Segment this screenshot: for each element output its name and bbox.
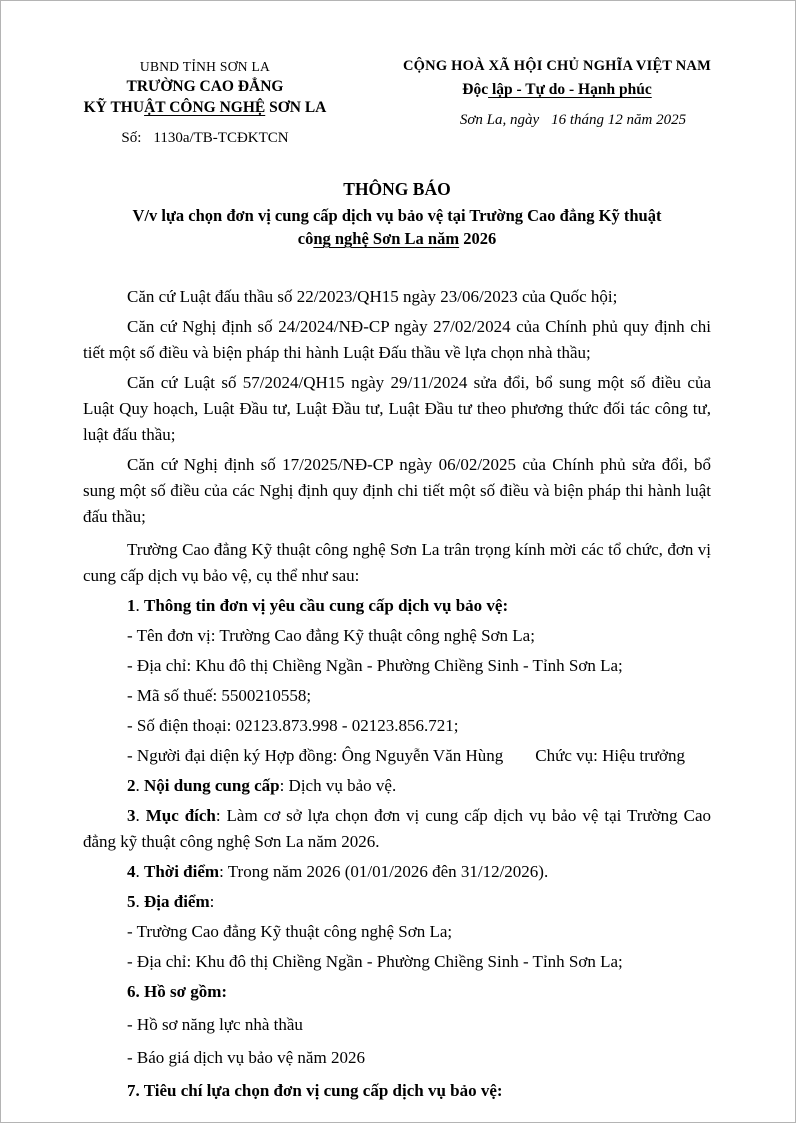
place-date-line: [401, 112, 745, 129]
text-run: Thời điểm: [144, 862, 220, 881]
text-run: Sơn La, ngày: [459, 112, 540, 128]
issuing-org-block: [59, 57, 351, 147]
text-run: 3: [127, 806, 136, 825]
text-run: Chức vụ: Hiệu trưởng: [535, 746, 686, 765]
org-parent-name: UBND TỈNH SƠN LA: [139, 59, 271, 74]
text-run: 7. Tiêu chí lựa chọn đơn vị cung cấp dịch vụ bảo vệ:: [127, 1081, 503, 1100]
text-run: - Mã số thuế: 5500210558;: [127, 686, 312, 705]
text-run: KỸ THU: [83, 99, 145, 116]
document-title: THÔNG BÁO: [343, 179, 451, 199]
paragraph: [83, 623, 711, 649]
text-run: Căn cứ Luật đấu thầu số 22/2023/QH15 ngày 23/06/2023 của Quốc hội;: [127, 287, 618, 306]
text-run: Địa điểm: [144, 892, 210, 911]
text-run: .: [135, 776, 144, 795]
document-subtitle-line1: V/v lựa chọn đơn vị cung cấp dịch vụ bảo vệ tại Trường Cao đẳng Kỹ thuật: [132, 206, 662, 225]
text-run: - Trường Cao đẳng Kỹ thuật công nghệ Sơn La;: [127, 922, 453, 941]
text-run: - Hồ sơ năng lực nhà thầu: [127, 1015, 303, 1034]
text-run: Thông tin đơn vị yêu cầu cung cấp dịch vụ bảo vệ:: [144, 596, 509, 615]
paragraph: [83, 284, 711, 310]
document-subtitle-line2: [83, 227, 711, 250]
paragraph: [83, 773, 711, 799]
paragraph: [83, 803, 711, 855]
text-run: .: [135, 862, 144, 881]
text-run: 1: [127, 596, 136, 615]
paragraph: [83, 919, 711, 945]
text-run: SƠN LA: [265, 99, 327, 116]
text-run: 2026: [459, 229, 497, 248]
text-run: .: [135, 596, 144, 615]
text-run: - Người đại diện ký Hợp đồng: Ông Nguyễn Văn Hùng: [127, 746, 504, 765]
paragraph: [83, 537, 711, 589]
national-motto: [385, 79, 729, 100]
text-run: - Số điện thoại: 02123.873.998 - 02123.856.721;: [127, 716, 459, 735]
paragraph: [83, 859, 711, 885]
paragraph: [83, 949, 711, 975]
org-name-line2: [59, 97, 351, 118]
text-run: .: [135, 892, 144, 911]
text-run: : Dịch vụ bảo vệ.: [279, 776, 397, 795]
text-run: Trường Cao đẳng Kỹ thuật công nghệ Sơn La trân trọng kính mời các tổ chức, đơn vị cung cấp dịch vụ bảo vệ, cụ thể như sau:: [83, 540, 711, 585]
text-run: 1130a/TB-TCĐKTCN: [153, 130, 289, 146]
paragraph: [83, 889, 711, 915]
document-header: [83, 57, 711, 147]
text-run: lập - Tự do - Hạnh phúc: [488, 81, 652, 98]
text-run: - Báo giá dịch vụ bảo vệ năm 2026: [127, 1048, 365, 1067]
text-run: 5: [127, 892, 136, 911]
paragraph: [83, 593, 711, 619]
document-title-block: [83, 177, 711, 250]
paragraph: [83, 314, 711, 366]
text-run: Mục đích: [145, 806, 216, 825]
document-number: [59, 130, 351, 147]
text-run: Căn cứ Nghị định số 24/2024/NĐ-CP ngày 27/02/2024 của Chính phủ quy định chi tiết một số điều và biện pháp thi hành Luật Đấu thầu về lựa chọn nhà thầu;: [83, 317, 711, 362]
paragraph: [83, 713, 711, 739]
text-run: - Tên đơn vị: Trường Cao đẳng Kỹ thuật công nghệ Sơn La;: [127, 626, 535, 645]
text-run: :: [209, 892, 215, 911]
text-run: Căn cứ Nghị định số 17/2025/NĐ-CP ngày 06/02/2025 của Chính phủ sửa đổi, bổ sung một số điều của các Nghị định quy định chi tiết một số điều và biện pháp thi hành luật đấu thầu;: [83, 455, 711, 526]
text-run: - Địa chỉ: Khu đô thị Chiềng Ngần - Phường Chiềng Sinh - Tỉnh Sơn La;: [127, 656, 623, 675]
paragraph: [83, 1078, 711, 1104]
paragraph: [83, 653, 711, 679]
paragraph: [83, 743, 711, 769]
text-run: cô: [297, 229, 314, 248]
text-run: : Trong năm 2026 (01/01/2026 đên 31/12/2026).: [219, 862, 549, 881]
text-run: Số:: [121, 130, 142, 146]
text-run: Căn cứ Luật số 57/2024/QH15 ngày 29/11/2024 sửa đổi, bổ sung một số điều của Luật Quy hoạch, Luật Đầu tư, Luật Đầu tư, Luật Đầu tư theo phương thức đối tác công tư, luật đấu thầu;: [83, 373, 711, 444]
paragraph: [83, 370, 711, 448]
org-name-line1: TRƯỜNG CAO ĐẲNG: [126, 78, 284, 95]
paragraph: [83, 979, 711, 1005]
text-run: ẬT CÔNG NGHỆ: [144, 99, 266, 116]
paragraph: [83, 1012, 711, 1038]
text-run: 4: [127, 862, 136, 881]
text-run: : Làm cơ sở lựa chọn đơn vị cung cấp dịch vụ bảo vệ tại Trường Cao đẳng kỹ thuật công nghệ Sơn La năm 2026.: [83, 806, 711, 851]
paragraph: [83, 452, 711, 530]
text-run: 2: [127, 776, 136, 795]
document-body: [83, 284, 711, 1104]
text-run: ng nghệ Sơn La năm: [313, 229, 460, 248]
text-run: - Địa chỉ: Khu đô thị Chiềng Ngần - Phường Chiềng Sinh - Tỉnh Sơn La;: [127, 952, 623, 971]
national-header-block: [385, 57, 729, 147]
text-run: Độc: [462, 81, 489, 98]
text-run: 6. Hồ sơ gồm:: [127, 982, 228, 1001]
text-run: 16 tháng 12 năm 2025: [551, 112, 687, 128]
national-title: CỘNG HOÀ XÃ HỘI CHỦ NGHĨA VIỆT NAM: [403, 58, 711, 74]
paragraph: [83, 683, 711, 709]
text-run: Nội dung cung cấp: [144, 776, 280, 795]
text-run: .: [135, 806, 146, 825]
paragraph: [83, 1045, 711, 1071]
